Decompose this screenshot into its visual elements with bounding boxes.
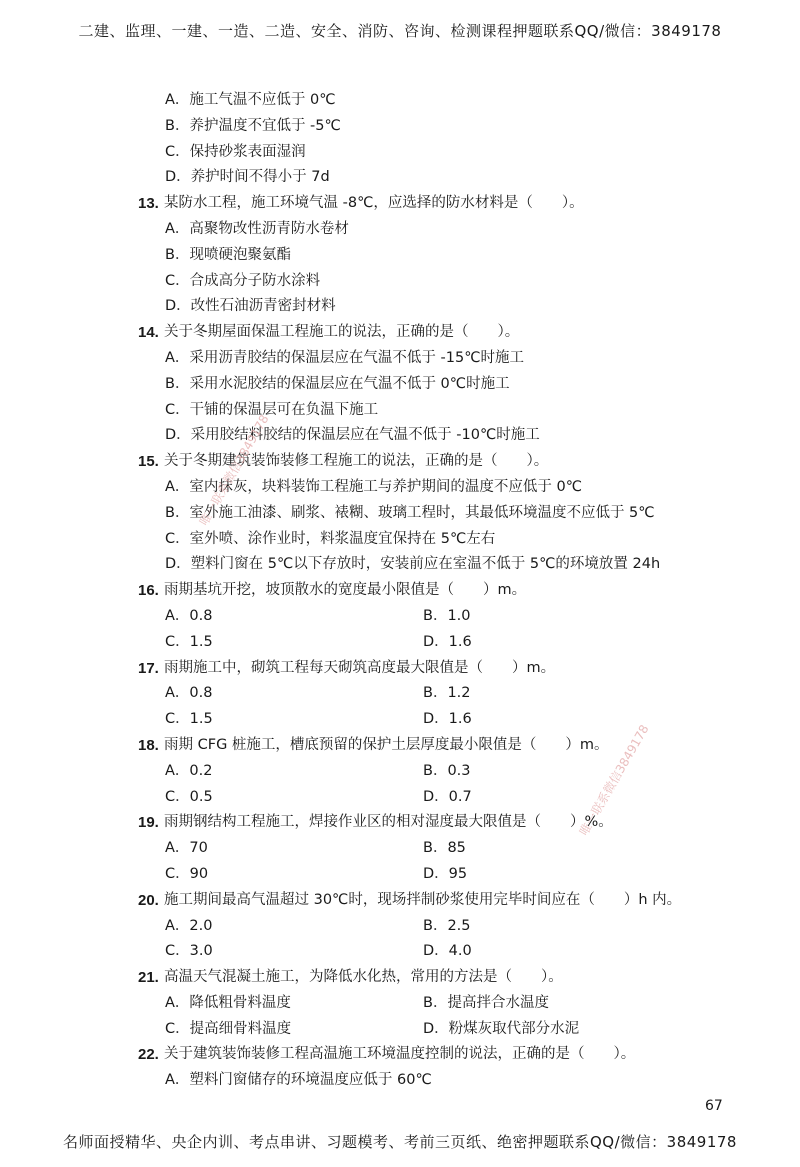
option-line (132, 372, 772, 398)
question-text: 关于建筑装饰装修工程高温施工环境温度控制的说法，正确的是（ ）。 (164, 1046, 636, 1063)
option-line (132, 165, 772, 191)
option-text: 降低粗骨料温度 (189, 994, 291, 1011)
question-number: 13. (138, 195, 159, 213)
option-cell (165, 681, 423, 707)
option-label: C． (165, 633, 190, 650)
option-text: 0.2 (189, 762, 213, 779)
option-text: 1.5 (189, 633, 213, 650)
option-line (132, 294, 772, 320)
option-label: D． (423, 943, 449, 960)
option-label: C． (165, 711, 190, 728)
question-number: 19. (138, 814, 159, 832)
option-label: C． (165, 865, 190, 882)
option-line (132, 398, 772, 424)
question-text: 雨期施工中，砌筑工程每天砌筑高度最大限值是（ ）m。 (164, 659, 556, 676)
option-line (132, 552, 772, 578)
option-cell (423, 1017, 681, 1043)
option-cell (423, 862, 681, 888)
option-text: 养护温度不宜低于 -5℃ (189, 117, 341, 134)
option-text: 养护时间不得小于 7d (190, 169, 330, 186)
option-row (132, 836, 772, 862)
question-text: 雨期 CFG 桩施工，槽底预留的保护土层厚度最小限值是（ ）m。 (164, 736, 609, 753)
option-label: C． (165, 943, 190, 960)
option-text: 采用沥青胶结的保温层应在气温不低于 -15℃时施工 (189, 349, 524, 366)
option-text: 粉煤灰取代部分水泥 (448, 1020, 580, 1037)
option-label: B． (165, 504, 190, 521)
option-cell (423, 681, 681, 707)
option-cell (165, 939, 423, 965)
option-row (132, 759, 772, 785)
option-label: C． (165, 143, 190, 160)
option-label: A． (165, 917, 190, 934)
option-row (132, 785, 772, 811)
question-text: 关于冬期建筑装饰装修工程施工的说法，正确的是（ ）。 (164, 453, 549, 470)
option-line (132, 269, 772, 295)
question-number: 15. (138, 453, 159, 471)
option-label: B． (165, 375, 190, 392)
option-cell (165, 630, 423, 656)
question-number: 22. (138, 1046, 159, 1064)
question-stem (132, 191, 772, 217)
option-cell (423, 991, 681, 1017)
option-cell (423, 604, 681, 630)
option-text: 4.0 (448, 943, 472, 960)
option-text: 70 (189, 840, 208, 857)
option-text: 0.7 (448, 788, 472, 805)
option-line (132, 1068, 772, 1094)
option-text: 提高拌合水温度 (447, 994, 549, 1011)
question-text: 关于冬期屋面保温工程施工的说法，正确的是（ ）。 (164, 324, 520, 341)
option-label: B． (423, 685, 448, 702)
option-line (132, 423, 772, 449)
option-label: D． (423, 865, 449, 882)
question-stem (132, 1042, 772, 1068)
option-text: 0.3 (447, 762, 471, 779)
option-row (132, 604, 772, 630)
option-text: 现喷硬泡聚氨酯 (189, 246, 291, 263)
option-text: 采用胶结料胶结的保温层应在气温不低于 -10℃时施工 (190, 427, 540, 444)
option-text: 采用水泥胶结的保温层应在气温不低于 0℃时施工 (189, 375, 510, 392)
option-text: 提高细骨料温度 (189, 1020, 292, 1037)
option-label: B． (423, 607, 448, 624)
option-text: 塑料门窗储存的环境温度应低于 60℃ (189, 1072, 432, 1089)
question-text: 某防水工程，施工环境气温 -8℃，应选择的防水材料是（ ）。 (164, 195, 584, 212)
option-label: C． (165, 272, 190, 289)
option-line (132, 140, 772, 166)
page-footer: 名师面授精华、央企内训、考点串讲、习题模考、考前三页纸、绝密押题联系QQ/微信：3849178 (63, 1133, 737, 1151)
option-row (132, 707, 772, 733)
option-cell (165, 604, 423, 630)
option-label: C． (165, 530, 190, 547)
option-label: A． (165, 607, 190, 624)
option-cell (423, 914, 681, 940)
option-row (132, 939, 772, 965)
option-label: B． (423, 840, 448, 857)
option-row (132, 914, 772, 940)
option-label: D． (423, 788, 449, 805)
watermark-right: 唯一联系微信3849178 (576, 722, 652, 838)
option-row (132, 1017, 772, 1043)
option-label: A． (165, 478, 190, 495)
question-stem (132, 656, 772, 682)
option-line (132, 114, 772, 140)
question-stem (132, 888, 772, 914)
option-label: C． (165, 788, 190, 805)
option-cell (165, 862, 423, 888)
question-text: 雨期钢结构工程施工，焊接作业区的相对湿度最大限值是（ ）%。 (164, 814, 613, 831)
option-text: 2.5 (447, 917, 471, 934)
question-stem (132, 810, 772, 836)
question-number: 17. (138, 659, 159, 677)
option-row (132, 681, 772, 707)
option-cell (165, 759, 423, 785)
option-text: 0.8 (189, 607, 213, 624)
option-cell (165, 836, 423, 862)
option-line (132, 501, 772, 527)
option-line (132, 217, 772, 243)
option-text: 合成高分子防水涂料 (189, 272, 321, 289)
question-list (132, 88, 772, 1094)
option-line (132, 88, 772, 114)
option-cell (423, 836, 681, 862)
option-label: A． (165, 840, 190, 857)
option-label: B． (423, 994, 448, 1011)
option-row (132, 630, 772, 656)
option-label: D． (423, 711, 449, 728)
option-text: 1.6 (448, 633, 472, 650)
option-label: A． (165, 349, 190, 366)
option-text: 塑料门窗在 5℃以下存放时，安装前应在室温不低于 5℃的环境放置 24h (190, 556, 661, 573)
option-text: 室外施工油漆、刷浆、裱糊、玻璃工程时，其最低环境温度不应低于 5℃ (189, 504, 655, 521)
option-text: 2.0 (189, 917, 213, 934)
question-stem (132, 733, 772, 759)
question-text: 雨期基坑开挖，坡顶散水的宽度最小限值是（ ）m。 (164, 582, 527, 599)
question-number: 16. (138, 582, 159, 600)
option-text: 干铺的保温层可在负温下施工 (189, 401, 379, 418)
option-label: D． (165, 556, 191, 573)
option-text: 高聚物改性沥青防水卷材 (189, 220, 349, 237)
option-label: A． (165, 685, 190, 702)
option-text: 室外喷、涂作业时，料浆温度宜保持在 5℃左右 (189, 530, 496, 547)
option-label: D． (165, 298, 191, 315)
option-label: B． (165, 246, 190, 263)
page-number: 67 (705, 1098, 723, 1114)
option-line (132, 346, 772, 372)
question-number: 18. (138, 736, 159, 754)
option-cell (165, 707, 423, 733)
option-label: B． (423, 917, 448, 934)
option-line (132, 243, 772, 269)
option-text: 1.2 (447, 685, 471, 702)
option-label: D． (423, 1020, 449, 1037)
option-label: C． (165, 401, 190, 418)
question-number: 21. (138, 969, 159, 987)
option-label: A． (165, 762, 190, 779)
option-label: B． (165, 117, 190, 134)
option-label: A． (165, 92, 190, 108)
option-cell (423, 630, 681, 656)
option-label: D． (165, 427, 191, 444)
option-label: C． (165, 1020, 190, 1037)
question-text: 高温天气混凝土施工，为降低水化热，常用的方法是（ ）。 (164, 969, 563, 986)
page-header: 二建、监理、一建、一造、二造、安全、消防、咨询、检测课程押题联系QQ/微信：3849178 (78, 22, 722, 40)
watermark-left: 唯一联系微信3849178 (196, 412, 272, 528)
option-row (132, 991, 772, 1017)
option-text: 1.0 (447, 607, 471, 624)
option-label: A． (165, 220, 190, 237)
option-cell (423, 785, 681, 811)
option-label: D． (423, 633, 449, 650)
option-text: 室内抹灰，块料装饰工程施工与养护期间的温度不应低于 0℃ (189, 478, 583, 495)
option-cell (423, 939, 681, 965)
option-row (132, 862, 772, 888)
option-text: 95 (448, 865, 468, 882)
option-text: 3.0 (189, 943, 213, 960)
option-text: 90 (189, 865, 209, 882)
option-text: 1.5 (189, 711, 213, 728)
option-text: 保持砂浆表面湿润 (189, 143, 306, 160)
option-text: 改性石油沥青密封材料 (190, 298, 336, 315)
option-label: B． (423, 762, 448, 779)
option-cell (423, 759, 681, 785)
option-line (132, 527, 772, 553)
question-number: 14. (138, 324, 159, 342)
option-cell (165, 1017, 423, 1043)
option-cell (165, 914, 423, 940)
question-stem (132, 578, 772, 604)
question-stem (132, 965, 772, 991)
option-label: D． (165, 169, 191, 186)
option-cell (165, 785, 423, 811)
option-text: 0.8 (189, 685, 213, 702)
option-label: A． (165, 1072, 190, 1089)
question-number: 20. (138, 891, 159, 909)
question-stem (132, 320, 772, 346)
question-text: 施工期间最高气温超过 30℃时，现场拌制砂浆使用完毕时间应在（ ）h 内。 (164, 891, 682, 908)
option-label: A． (165, 994, 190, 1011)
option-text: 施工气温不应低于 0℃ (189, 92, 336, 108)
option-text: 85 (447, 840, 466, 857)
option-text: 1.6 (448, 711, 472, 728)
option-text: 0.5 (189, 788, 213, 805)
option-cell (165, 991, 423, 1017)
